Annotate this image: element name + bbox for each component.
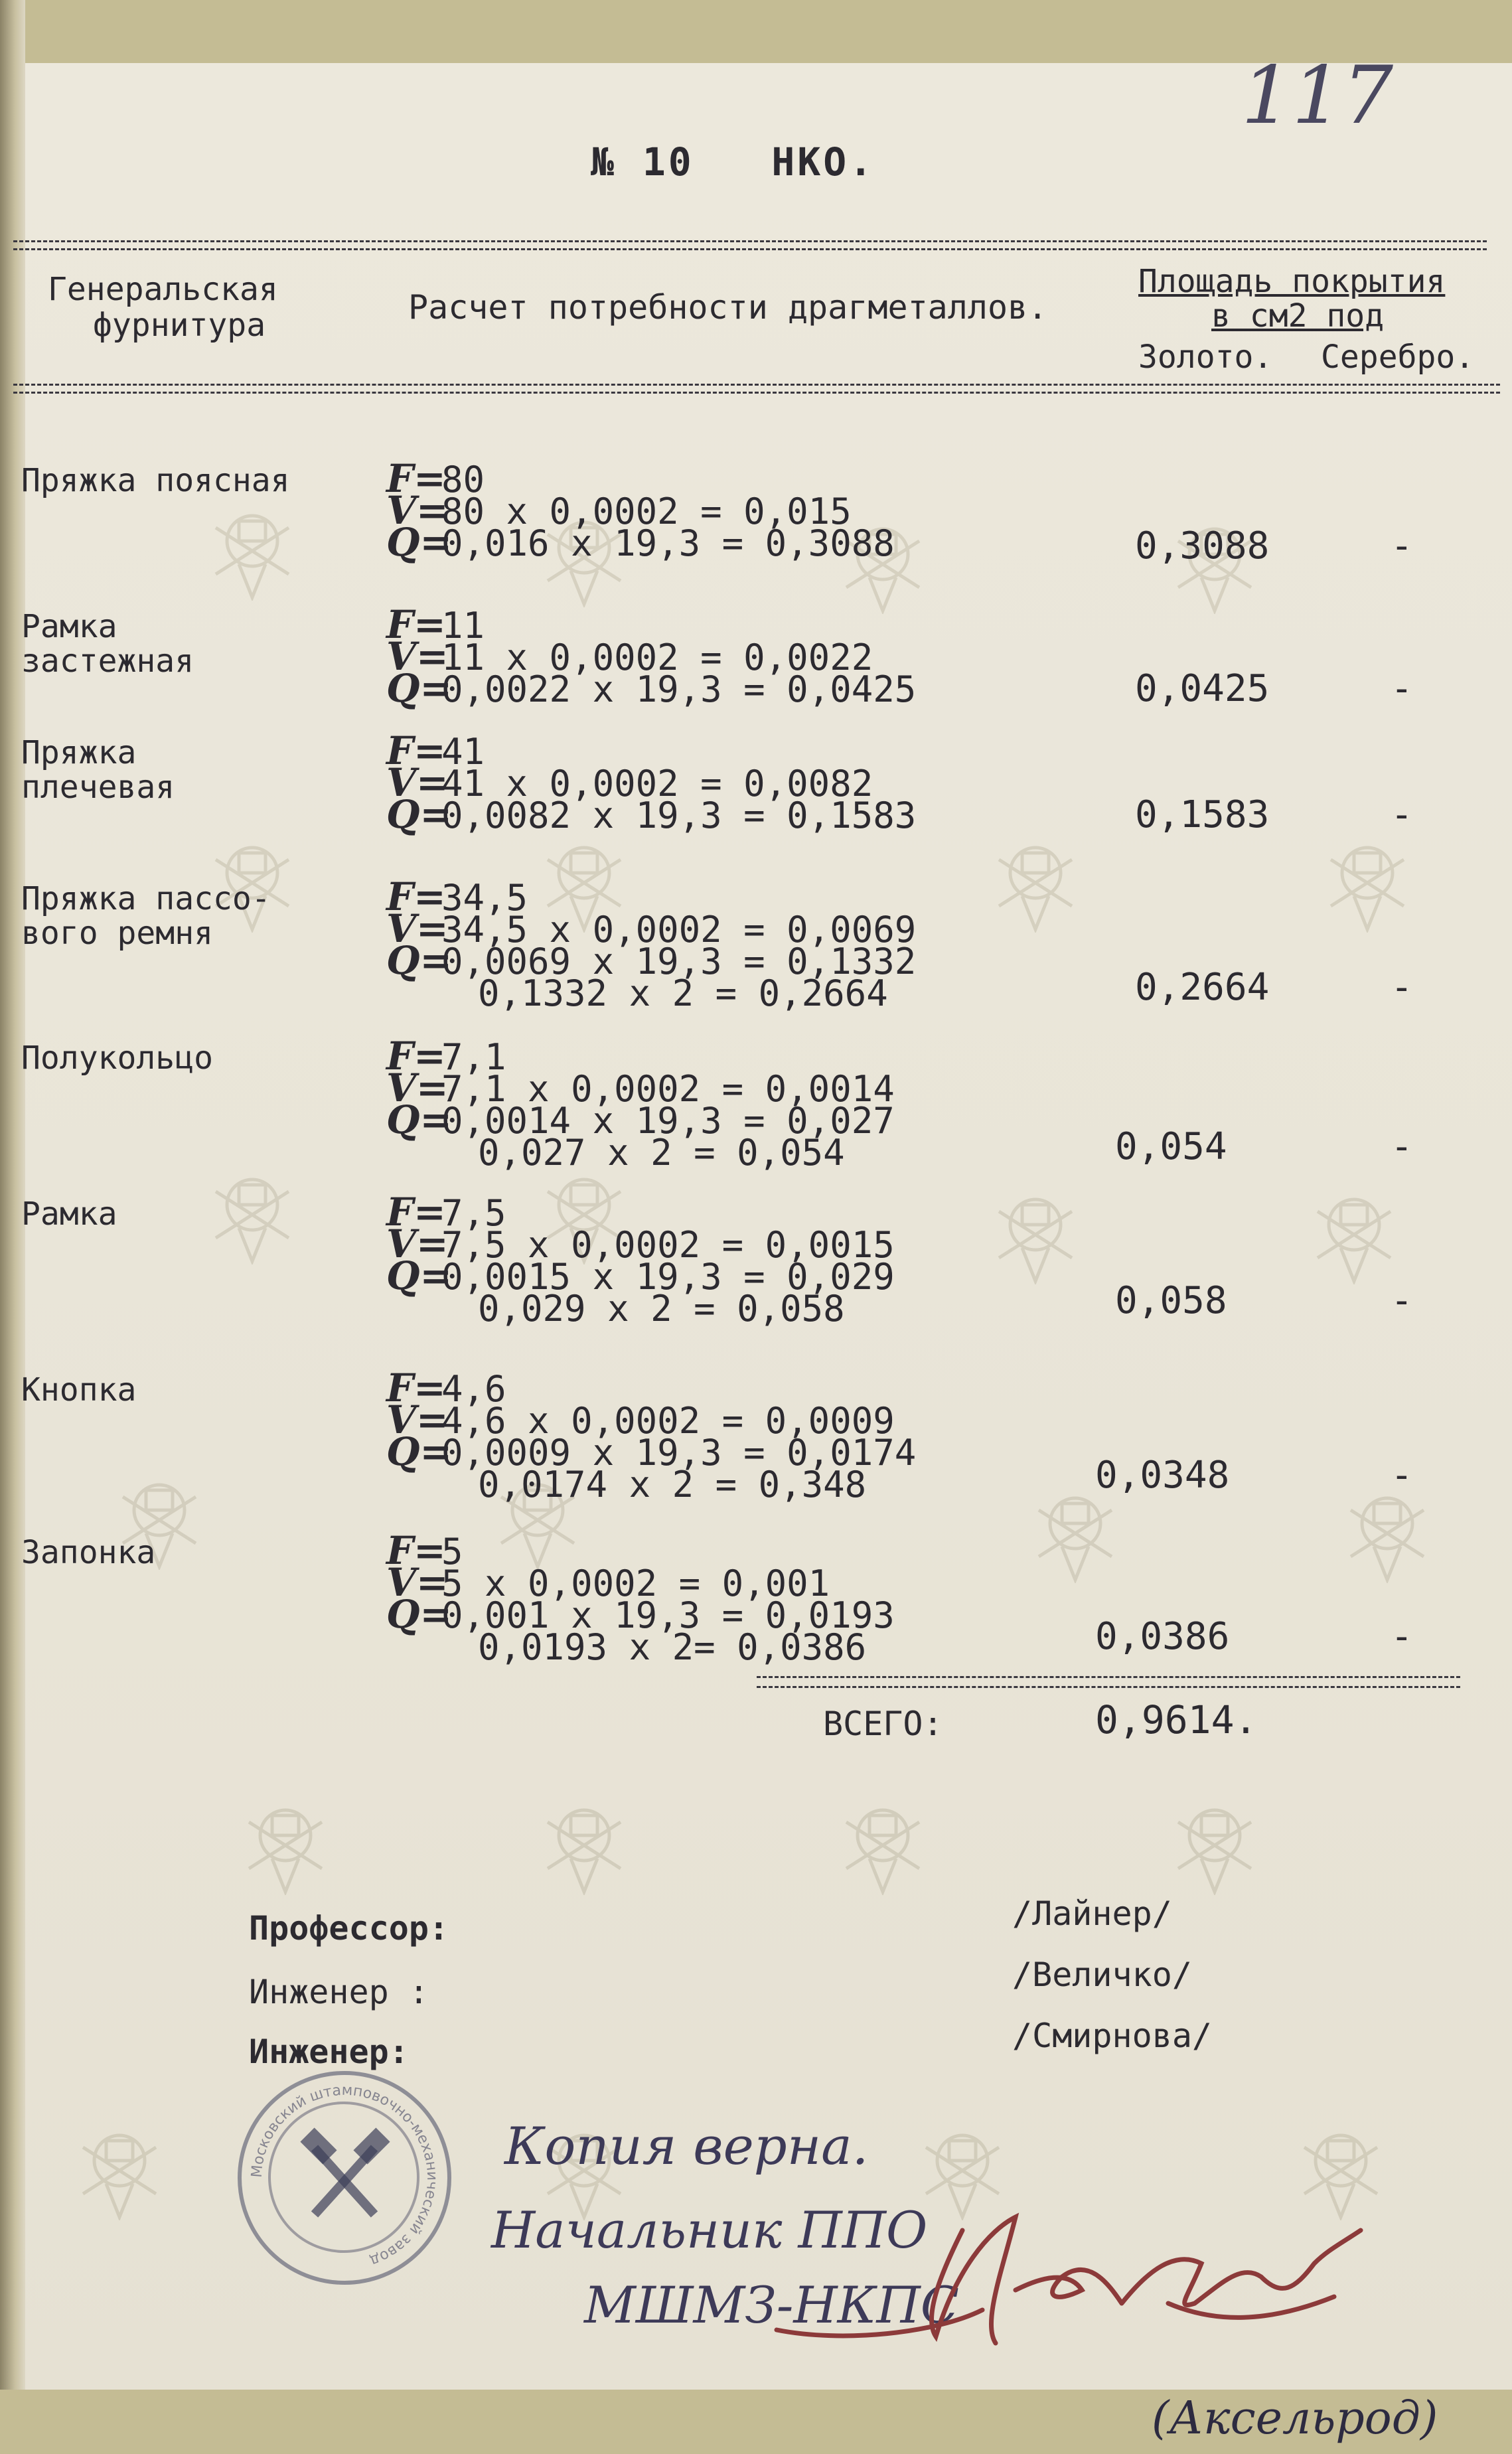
formula-mass: 0,0009 x 19,3 = 0,0174 (441, 1432, 917, 1474)
header-bottom-rule (13, 384, 1500, 386)
document-title: № 10 НКО. (591, 139, 875, 185)
gold-value: 0,2664 (1135, 966, 1270, 1009)
total-value: 0,9614. (1095, 1697, 1258, 1742)
formula-mass: 0,0069 x 19,3 = 0,1332 (441, 941, 917, 982)
watermark-emblem-icon (202, 1165, 302, 1265)
watermark-emblem-icon (1025, 1484, 1125, 1583)
total-rule-2 (757, 1686, 1460, 1688)
formula-mass: 0,0022 x 19,3 = 0,0425 (441, 668, 917, 710)
silver-value: - (1391, 1454, 1413, 1497)
gold-value: 0,0348 (1095, 1454, 1230, 1497)
formula-volume: 41 x 0,0002 = 0,0082 (441, 763, 873, 805)
formula-letter-q: Q= (386, 1097, 453, 1142)
signature-name-liner: /Лайнер/ (1012, 1894, 1172, 1933)
watermark-emblem-icon (986, 833, 1085, 933)
silver-value: - (1391, 966, 1413, 1009)
formula-letter-q: Q= (386, 1253, 453, 1298)
silver-value: - (1391, 1279, 1413, 1322)
formula-mass: 0,0014 x 19,3 = 0,027 (441, 1100, 895, 1142)
gold-value: 0,3088 (1135, 524, 1270, 568)
svg-text:Московский штамповочно-механич: Московский штамповочно-механический завод (248, 2082, 441, 2269)
formula-letter-f: F= (386, 1365, 446, 1411)
formula-volume: 11 x 0,0002 = 0,0022 (441, 637, 873, 678)
formula-mass: 0,0082 x 19,3 = 0,1583 (441, 795, 917, 836)
formula-volume: 34,5 x 0,0002 = 0,0069 (441, 909, 917, 951)
silver-value: - (1391, 524, 1413, 568)
watermark-emblem-icon (202, 501, 302, 601)
round-seal-stamp (238, 2071, 451, 2285)
handwritten-copy-correct: Копия верна. (504, 2117, 869, 2177)
seal-emblem (242, 2075, 447, 2281)
header-top-rule (13, 240, 1487, 242)
signature-name-smirnova: /Смирнова/ (1012, 2017, 1213, 2055)
watermark-emblem-icon (534, 1796, 634, 1895)
formula-letter-q: Q= (386, 666, 453, 711)
formula-letter-q: Q= (386, 792, 453, 837)
header-col-fittings-1: Генеральская (48, 271, 278, 308)
watermark-emblem-icon (1318, 833, 1417, 933)
formula-letter-q: Q= (386, 1592, 453, 1637)
formula-letter-f: F= (386, 1528, 446, 1573)
watermark-emblem-icon (1337, 1484, 1437, 1583)
gold-value: 0,1583 (1135, 793, 1270, 836)
gold-value: 0,0425 (1135, 667, 1270, 710)
formula-volume: 5 x 0,0002 = 0,001 (441, 1563, 830, 1604)
header-col-calculation: Расчет потребности драгметаллов. (408, 288, 1048, 327)
watermark-emblem-icon (236, 1796, 335, 1895)
item-name: Запонка (21, 1534, 156, 1571)
formula-doubled: 0,0193 x 2= 0,0386 (478, 1626, 867, 1668)
formula-letter-v: V= (386, 634, 449, 679)
formula-doubled: 0,0174 x 2 = 0,348 (478, 1464, 867, 1505)
formula-letter-q: Q= (386, 938, 453, 983)
handwritten-position: Начальник ППО (491, 2200, 928, 2260)
item-name: Пряжка (21, 734, 137, 771)
formula-letter-f: F= (386, 1034, 446, 1079)
watermark-emblem-icon (1165, 1796, 1264, 1895)
formula-letter-v: V= (386, 1065, 449, 1111)
gold-value: 0,0386 (1095, 1615, 1230, 1658)
formula-letter-f: F= (386, 602, 446, 647)
silver-value: - (1391, 1125, 1413, 1168)
formula-letter-f: F= (386, 874, 446, 919)
header-col-silver: Серебро. (1321, 339, 1475, 376)
item-name: Рамка (21, 1195, 117, 1233)
gold-value: 0,058 (1115, 1279, 1227, 1322)
watermark-emblem-icon (70, 2121, 169, 2220)
signature-role-engineer-2: Инженер: (249, 2032, 409, 2071)
formula-doubled: 0,027 x 2 = 0,054 (478, 1132, 845, 1174)
formula-mass: 0,016 x 19,3 = 0,3088 (441, 522, 895, 564)
item-name: Кнопка (21, 1371, 137, 1409)
formula-volume: 80 x 0,0002 = 0,015 (441, 491, 852, 532)
formula-area: 5 (441, 1531, 463, 1572)
silver-value: - (1391, 793, 1413, 836)
header-col-fittings-2: фурнитура (93, 307, 266, 344)
formula-volume: 7,5 x 0,0002 = 0,0015 (441, 1224, 895, 1266)
formula-volume: 7,1 x 0,0002 = 0,0014 (441, 1068, 895, 1110)
formula-area: 7,1 (441, 1036, 506, 1078)
formula-letter-q: Q= (386, 1429, 453, 1474)
item-name-cont: застежная (21, 643, 194, 680)
formula-letter-f: F= (386, 728, 446, 773)
header-col-gold: Золото. (1138, 339, 1273, 376)
formula-area: 80 (441, 459, 485, 500)
formula-letter-v: V= (386, 760, 449, 805)
header-bottom-rule-2 (13, 392, 1500, 394)
formula-mass: 0,001 x 19,3 = 0,0193 (441, 1594, 895, 1636)
signature-role-professor: Профессор: (249, 1909, 449, 1948)
watermark-emblem-icon (986, 1185, 1085, 1284)
silver-value: - (1391, 1615, 1413, 1658)
formula-doubled: 0,029 x 2 = 0,058 (478, 1288, 845, 1330)
gold-value: 0,054 (1115, 1125, 1227, 1168)
total-rule (757, 1676, 1460, 1678)
formula-letter-v: V= (386, 488, 449, 533)
formula-area: 34,5 (441, 877, 528, 919)
formula-area: 41 (441, 731, 485, 773)
watermark-emblem-icon (833, 1796, 933, 1895)
silver-value: - (1391, 667, 1413, 710)
signature-name-velichko: /Величко/ (1012, 1956, 1192, 1994)
signature-role-engineer-1: Инженер : (249, 1973, 429, 2011)
formula-letter-f: F= (386, 456, 446, 501)
handwritten-signature (763, 2190, 1400, 2363)
watermark-emblem-icon (1304, 1185, 1404, 1284)
header-top-rule-2 (13, 248, 1487, 250)
formula-letter-v: V= (386, 1397, 449, 1442)
formula-letter-v: V= (386, 1560, 449, 1605)
formula-letter-v: V= (386, 1221, 449, 1266)
item-name-cont: плечевая (21, 769, 175, 806)
header-col-area-1: Площадь покрытия (1138, 263, 1446, 300)
formula-area: 4,6 (441, 1368, 506, 1410)
formula-mass: 0,0015 x 19,3 = 0,029 (441, 1256, 895, 1298)
formula-area: 7,5 (441, 1192, 506, 1234)
formula-area: 11 (441, 605, 485, 647)
item-name: Полукольцо (21, 1039, 213, 1077)
header-col-area-2: в см2 под (1211, 297, 1385, 335)
total-label: ВСЕГО: (823, 1705, 943, 1743)
item-name: Пряжка пассо- (21, 880, 271, 917)
item-name-cont: вого ремня (21, 915, 213, 952)
handwritten-signature-name: (Аксельрод) (1152, 2392, 1438, 2445)
formula-doubled: 0,1332 x 2 = 0,2664 (478, 972, 888, 1014)
page-number-mark: 117 (1241, 50, 1394, 142)
formula-volume: 4,6 x 0,0002 = 0,0009 (441, 1400, 895, 1442)
item-name: Рамка (21, 608, 117, 645)
handwritten-organization: МШМЗ-НКПС (584, 2275, 959, 2335)
formula-letter-f: F= (386, 1189, 446, 1235)
formula-letter-v: V= (386, 906, 449, 951)
formula-letter-q: Q= (386, 520, 453, 565)
item-name: Пряжка поясная (21, 462, 290, 499)
